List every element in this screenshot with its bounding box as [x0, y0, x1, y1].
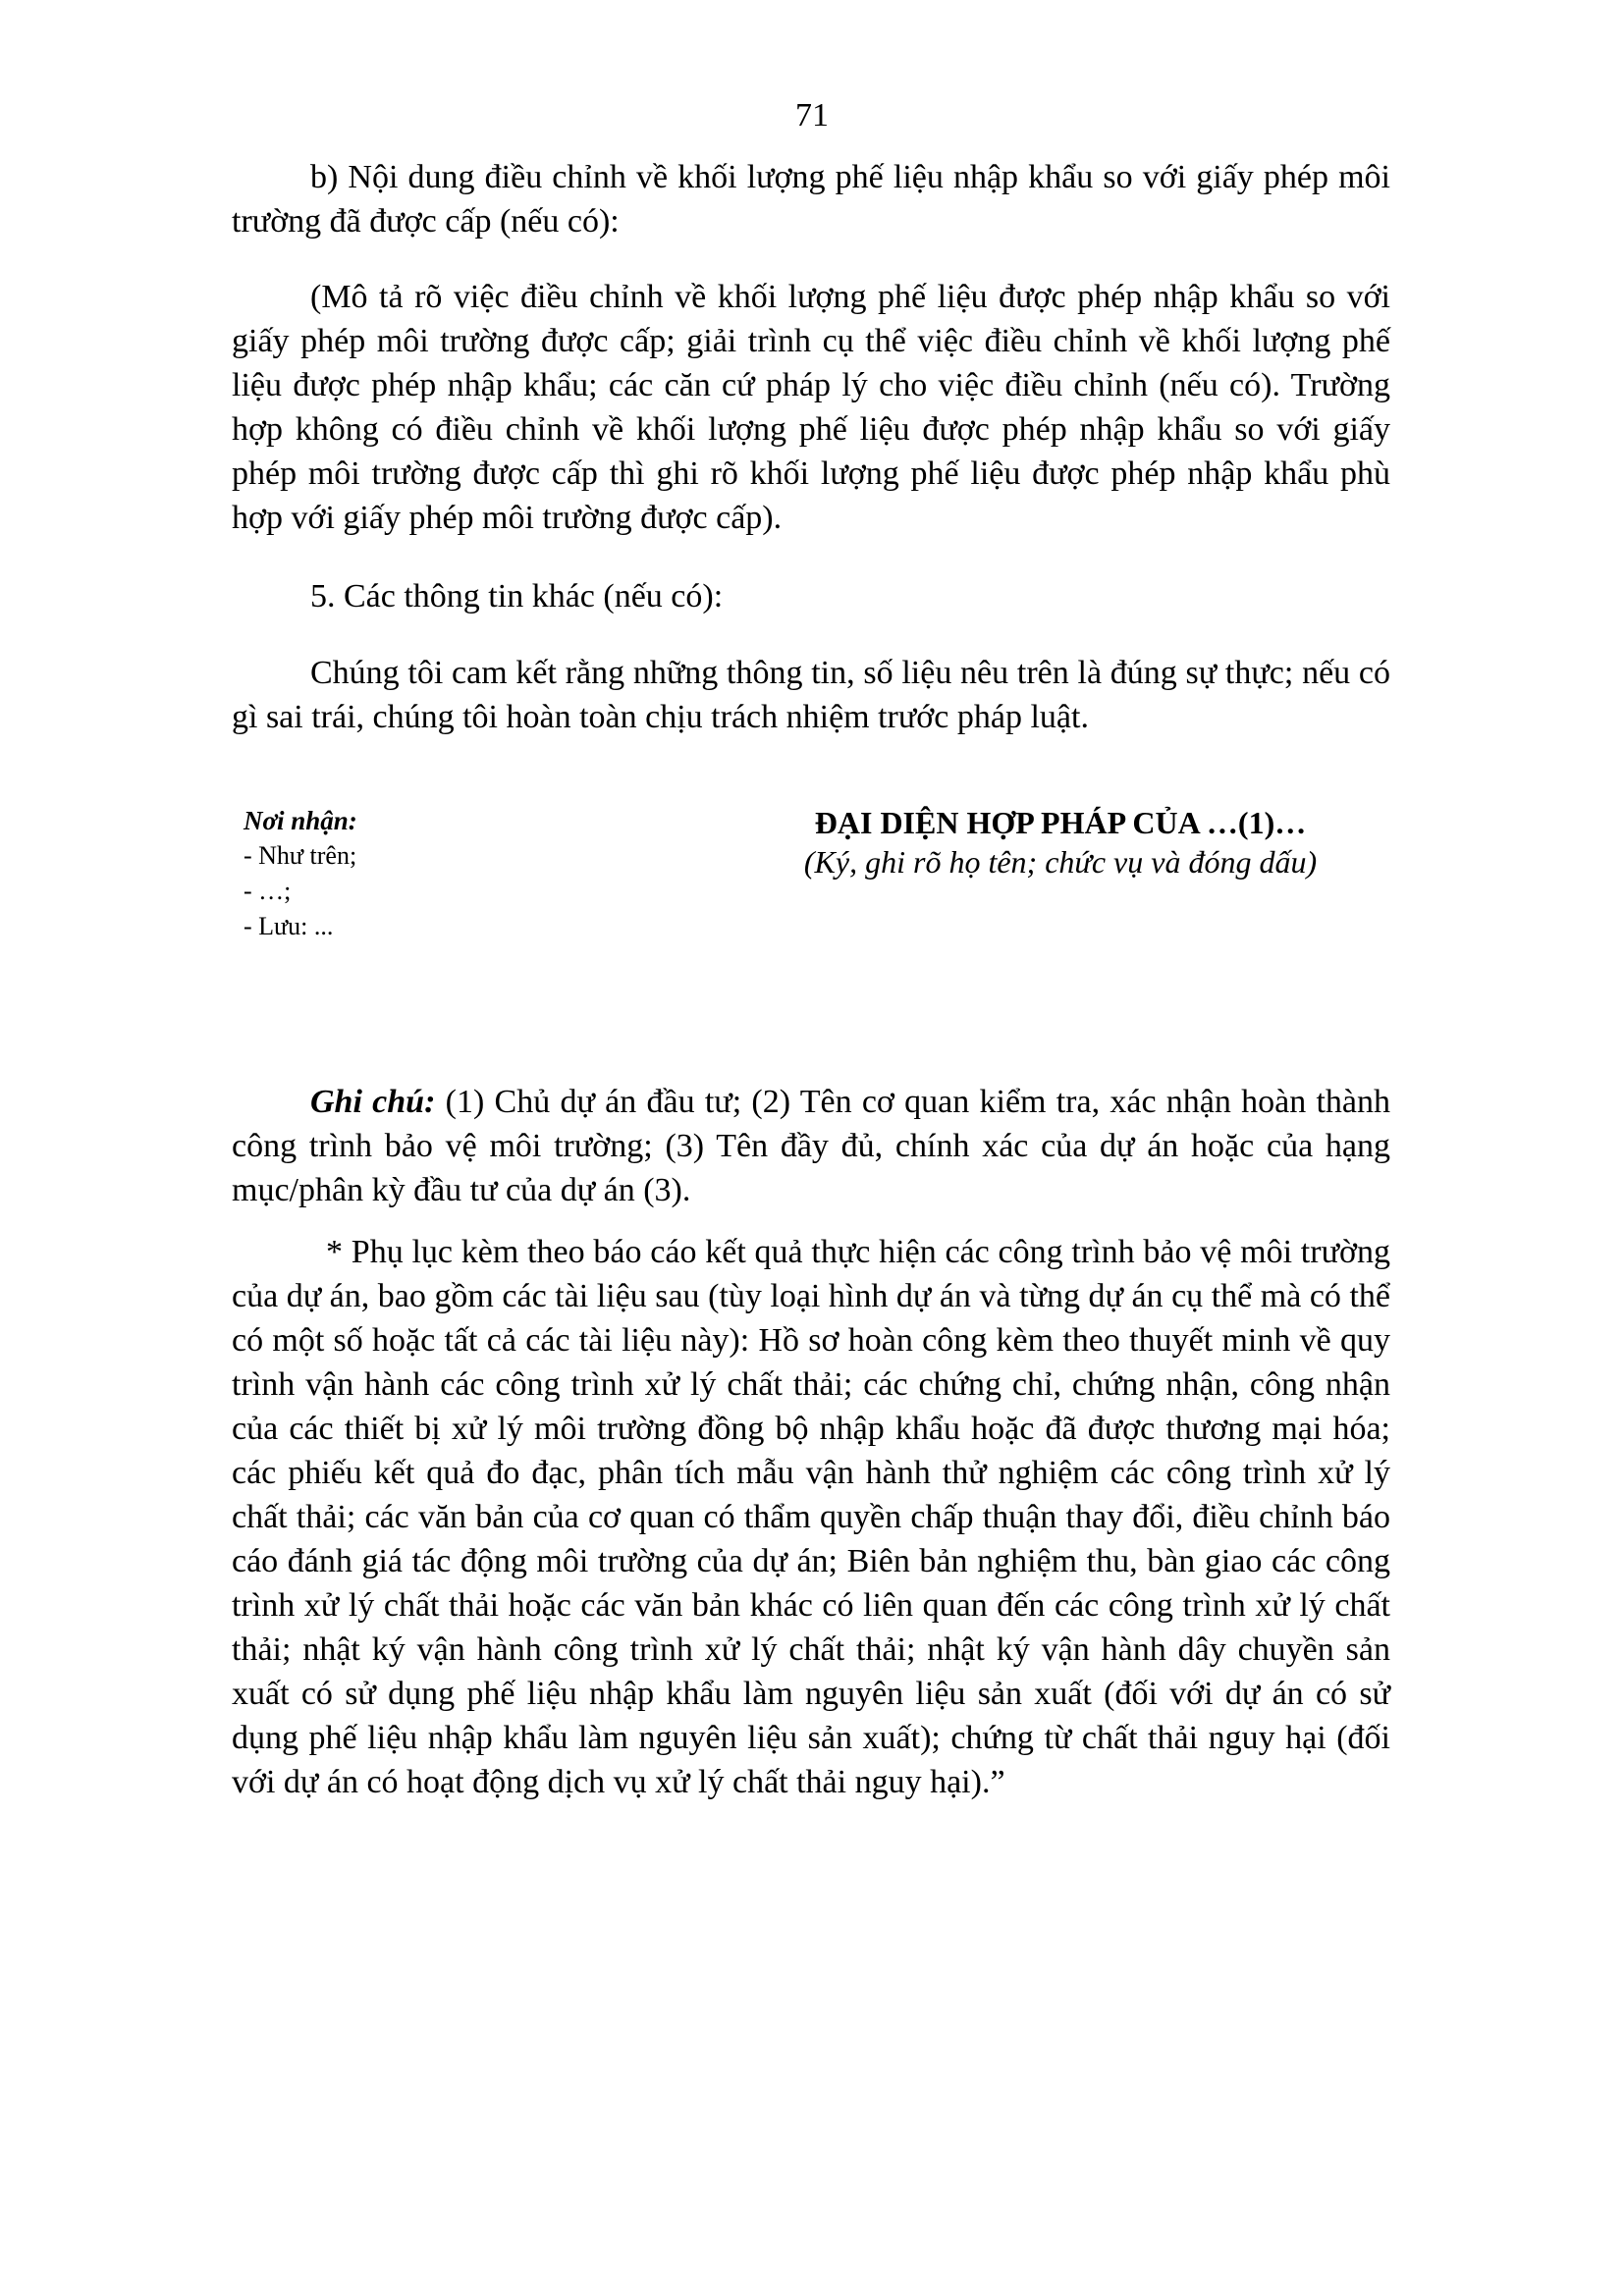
paragraph-other-info: 5. Các thông tin khác (nếu có):	[310, 578, 724, 614]
signature-instruction: (Ký, ghi rõ họ tên; chức vụ và đóng dấu)	[803, 844, 1318, 880]
notes-text: (1) Chủ dự án đầu tư; (2) Tên cơ quan kiểm tra, xác nhận hoàn thành công trình bảo vệ môi trường; (3) Tên đầy đủ, chính xác của dự án hoặc của hạng mục/phân kỳ đầu tư của dự án (3).	[232, 1084, 1391, 1208]
recipient-item: - …;	[244, 877, 292, 905]
recipient-item: - Lưu: ...	[244, 912, 334, 940]
recipient-item: - Như trên;	[244, 841, 357, 870]
recipients-label: Nơi nhận:	[244, 806, 357, 835]
paragraph-adjustment-heading: b) Nội dung điều chỉnh về khối lượng phế liệu nhập khẩu so với giấy phép môi trường đã được cấp (nếu có):	[232, 159, 1390, 240]
signature-title: ĐẠI DIỆN HỢP PHÁP CỦA …(1)…	[814, 805, 1307, 840]
page-number: 71	[795, 97, 829, 133]
appendix-paragraph: * Phụ lục kèm theo báo cáo kết quả thực hiện các công trình bảo vệ môi trường của dự án, bao gồm các tài liệu sau (tùy loại hình dự án và từng dự án cụ thể mà có thể có một số hoặc tất cả các tài liệu này): Hồ sơ hoàn công kèm theo thuyết minh về quy trình vận hành các công trình xử lý chất thải; các chứng chỉ, chứng nhận, công nhận của các thiết bị xử lý môi trường đồng bộ nhập khẩu hoặc đã được thương mại hóa; các phiếu kết quả đo đạc, phân tích mẫu vận hành thử nghiệm các công trình xử lý chất thải; các văn bản của cơ quan có thẩm quyền chấp thuận thay đổi, điều chỉnh báo cáo đánh giá tác động môi trường của dự án; Biên bản nghiệm thu, bàn giao các công trình xử lý chất thải hoặc các văn bản khác có liên quan đến các công trình xử lý chất thải; nhật ký vận hành công trình xử lý chất thải; nhật ký vận hành dây chuyền sản xuất có sử dụng phế liệu nhập khẩu làm nguyên liệu sản xuất (đối với dự án có sử dụng phế liệu nhập khẩu làm nguyên liệu sản xuất); chứng từ chất thải nguy hại (đối với dự án có hoạt động dịch vụ xử lý chất thải nguy hại).”	[232, 1234, 1390, 1800]
paragraph-commitment: Chúng tôi cam kết rằng những thông tin, số liệu nêu trên là đúng sự thực; nếu có gì sai trái, chúng tôi hoàn toàn chịu trách nhiệm trước pháp luật.	[232, 655, 1390, 735]
signature-block	[727, 803, 1394, 881]
notes-paragraph	[232, 1080, 1390, 1212]
recipients-block	[244, 803, 656, 944]
notes-label: Ghi chú:	[310, 1084, 436, 1120]
paragraph-adjustment-description: (Mô tả rõ việc điều chỉnh về khối lượng phế liệu được phép nhập khẩu so với giấy phép môi trường được cấp; giải trình cụ thể việc điều chỉnh về khối lượng phế liệu được phép nhập khẩu; các căn cứ pháp lý cho việc điều chỉnh (nếu có). Trường hợp không có điều chỉnh về khối lượng phế liệu được phép nhập khẩu so với giấy phép môi trường được cấp thì ghi rõ khối lượng phế liệu được phép nhập khẩu phù hợp với giấy phép môi trường được cấp).	[232, 279, 1390, 536]
